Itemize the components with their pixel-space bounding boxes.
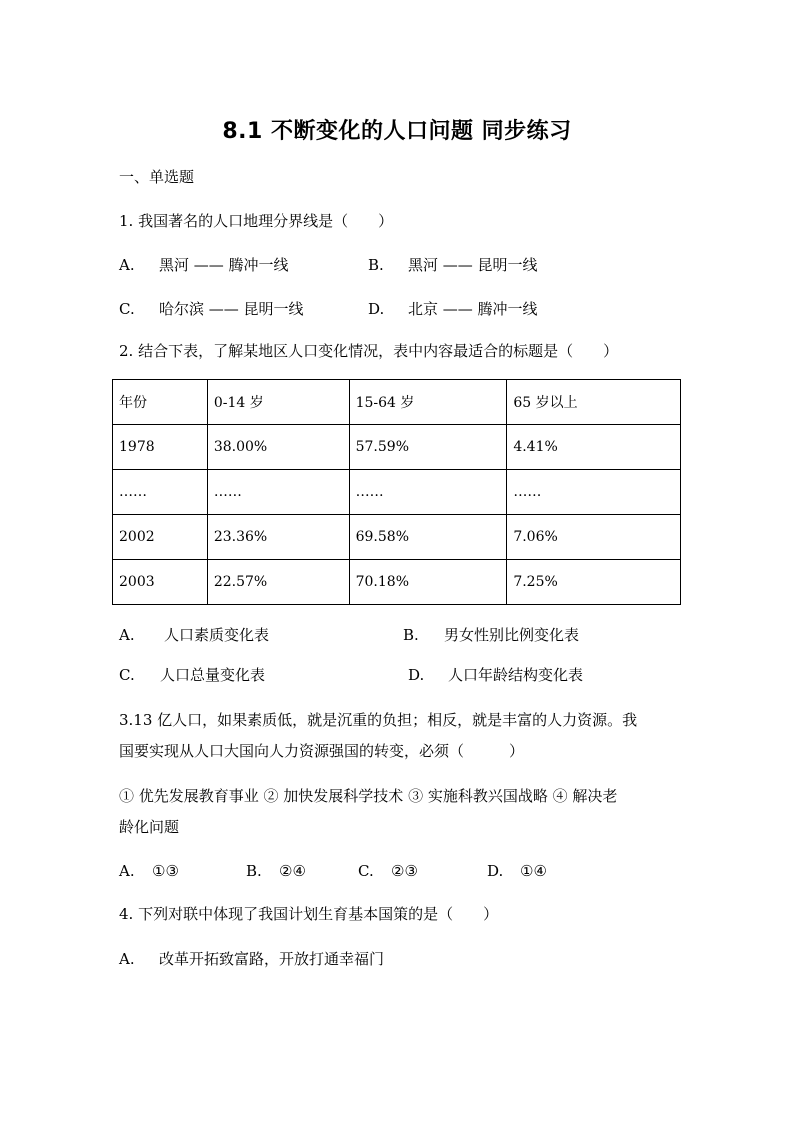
table-cell: 7.25% <box>507 560 681 605</box>
question-2-stem: 2. 结合下表，了解某地区人口变化情况，表中内容最适合的标题是（ ） <box>119 342 619 360</box>
question-3-items-line-1: ① 优先发展教育事业 ② 加快发展科学技术 ③ 实施科教兴国战略 ④ 解决老 <box>119 787 618 805</box>
table-header-cell: 65 岁以上 <box>507 380 681 425</box>
option-letter: A. <box>119 950 135 968</box>
question-2-option-b <box>403 625 580 645</box>
option-text: ①③ <box>152 862 179 880</box>
question-1-option-d <box>368 299 538 319</box>
option-letter: D. <box>368 300 385 318</box>
table-cell: …… <box>113 470 208 515</box>
table-cell: …… <box>349 470 507 515</box>
page-title: 8.1 不断变化的人口问题 同步练习 <box>222 119 572 144</box>
table-cell: 1978 <box>113 425 208 470</box>
option-text: 改革开拓致富路，开放打通幸福门 <box>159 950 385 968</box>
table-cell: 2003 <box>113 560 208 605</box>
table-cell: 38.00% <box>207 425 349 470</box>
question-3-option-d <box>487 861 547 881</box>
question-3-option-a <box>119 861 179 881</box>
table-cell: …… <box>207 470 349 515</box>
table-cell: 69.58% <box>349 515 507 560</box>
population-table <box>112 379 681 605</box>
question-1-stem: 1. 我国著名的人口地理分界线是（ ） <box>119 212 394 230</box>
table-header-cell: 年份 <box>113 380 208 425</box>
option-letter: B. <box>246 862 262 880</box>
question-3-option-c <box>358 861 418 881</box>
table-cell: 23.36% <box>207 515 349 560</box>
question-3-items-line-2: 龄化问题 <box>119 818 180 836</box>
table-row <box>113 425 681 470</box>
option-text: 黑河 —— 腾冲一线 <box>159 256 289 274</box>
question-1-option-a <box>119 255 289 275</box>
section-heading: 一、单选题 <box>119 168 195 186</box>
table-cell: 57.59% <box>349 425 507 470</box>
option-text: ②③ <box>391 862 418 880</box>
option-text: 人口素质变化表 <box>164 626 270 644</box>
option-letter: C. <box>119 300 135 318</box>
table-cell: 2002 <box>113 515 208 560</box>
question-2-option-c <box>119 665 266 685</box>
option-text: 人口总量变化表 <box>160 666 266 684</box>
question-3-stem-line-2: 国要实现从人口大国向人力资源强国的转变，必须（ ） <box>119 742 525 760</box>
table-row <box>113 560 681 605</box>
option-letter: C. <box>119 666 135 684</box>
option-text: ①④ <box>520 862 547 880</box>
question-3-option-b <box>246 861 306 881</box>
table-cell: …… <box>507 470 681 515</box>
table-cell: 4.41% <box>507 425 681 470</box>
question-3-stem-line-1: 3.13 亿人口，如果素质低，就是沉重的负担；相反，就是丰富的人力资源。我 <box>119 711 638 729</box>
table-row <box>113 515 681 560</box>
option-text: 哈尔滨 —— 昆明一线 <box>159 300 304 318</box>
table-cell: 22.57% <box>207 560 349 605</box>
table-header-cell: 15-64 岁 <box>349 380 507 425</box>
option-letter: A. <box>119 626 135 644</box>
option-text: 男女性别比例变化表 <box>444 626 580 644</box>
option-letter: D. <box>408 666 425 684</box>
option-letter: A. <box>119 256 135 274</box>
question-1-option-c <box>119 299 304 319</box>
option-letter: D. <box>487 862 504 880</box>
table-row <box>113 470 681 515</box>
question-2-option-d <box>408 665 584 685</box>
option-letter: C. <box>358 862 374 880</box>
question-2-option-a <box>119 625 270 645</box>
option-letter: B. <box>368 256 384 274</box>
option-text: 人口年龄结构变化表 <box>448 666 584 684</box>
option-letter: B. <box>403 626 419 644</box>
table-cell: 7.06% <box>507 515 681 560</box>
option-text: 黑河 —— 昆明一线 <box>408 256 538 274</box>
table-header-cell: 0-14 岁 <box>207 380 349 425</box>
question-4-option-a <box>119 949 385 969</box>
option-text: 北京 —— 腾冲一线 <box>408 300 538 318</box>
question-4-stem: 4. 下列对联中体现了我国计划生育基本国策的是（ ） <box>119 905 499 923</box>
table-cell: 70.18% <box>349 560 507 605</box>
option-letter: A. <box>119 862 135 880</box>
table-header-row <box>113 380 681 425</box>
option-text: ②④ <box>279 862 306 880</box>
question-1-option-b <box>368 255 538 275</box>
